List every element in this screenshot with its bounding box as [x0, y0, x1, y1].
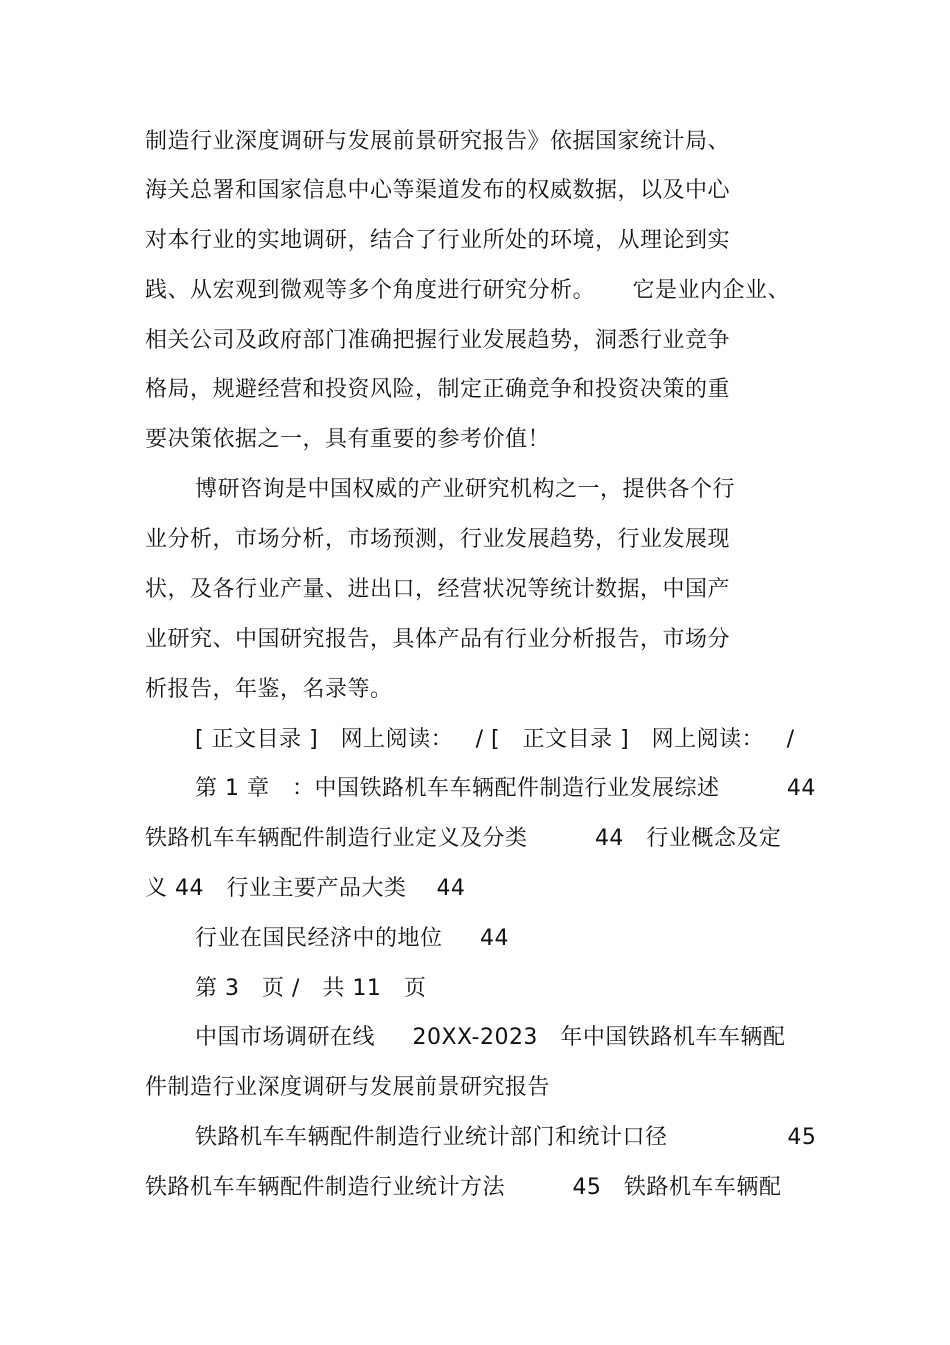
paragraph-line: 制造行业深度调研与发展前景研究报告》依据国家统计局、: [145, 129, 731, 154]
paragraph-line: 对本行业的实地调研，结合了行业所处的环境，从理论到实: [145, 228, 731, 253]
paragraph-line: 业分析，市场分析，市场预测，行业发展趋势，行业发展现: [145, 527, 731, 552]
paragraph-line: 格局，规避经营和投资风险，制定正确竞争和投资决策的重: [145, 377, 731, 402]
paragraph-line: 析报告，年鉴，名录等。: [145, 677, 393, 702]
toc-line: 铁路机车车辆配件制造行业统计方法 45 铁路机车车辆配: [145, 1175, 782, 1200]
paragraph-line: 博研咨询是中国权威的产业研究机构之一，提供各个行: [195, 477, 736, 502]
page-number-line: 第 3 页 / 共 11 页: [195, 976, 427, 1001]
toc-line: 铁路机车车辆配件制造行业定义及分类 44 行业概念及定: [145, 826, 782, 851]
toc-header-line: [ 正文目录 ] 网上阅读： / [ 正文目录 ] 网上阅读： /: [195, 727, 795, 752]
running-header-line: 中国市场调研在线 20XX-2023 年中国铁路机车车辆配: [195, 1025, 786, 1050]
paragraph-line: 状，及各行业产量、进出口，经营状况等统计数据，中国产: [145, 577, 731, 602]
paragraph-line: 要决策依据之一，具有重要的参考价值！: [145, 427, 551, 452]
toc-line: 第 1 章 ：中国铁路机车车辆配件制造行业发展综述 44: [195, 776, 816, 801]
running-header-line: 件制造行业深度调研与发展前景研究报告: [145, 1075, 551, 1100]
toc-line: 铁路机车车辆配件制造行业统计部门和统计口径 45: [195, 1125, 817, 1150]
paragraph-line: 海关总署和国家信息中心等渠道发布的权威数据，以及中心: [145, 178, 731, 203]
toc-line: 义 44 行业主要产品大类 44: [145, 876, 466, 901]
paragraph-line: 践、从宏观到微观等多个角度进行研究分析。 它是业内企业、: [145, 278, 790, 303]
paragraph-line: 业研究、中国研究报告，具体产品有行业分析报告，市场分: [145, 627, 731, 652]
toc-line: 行业在国民经济中的地位 44: [195, 926, 509, 951]
paragraph-line: 相关公司及政府部门准确把握行业发展趋势，洞悉行业竞争: [145, 328, 731, 353]
